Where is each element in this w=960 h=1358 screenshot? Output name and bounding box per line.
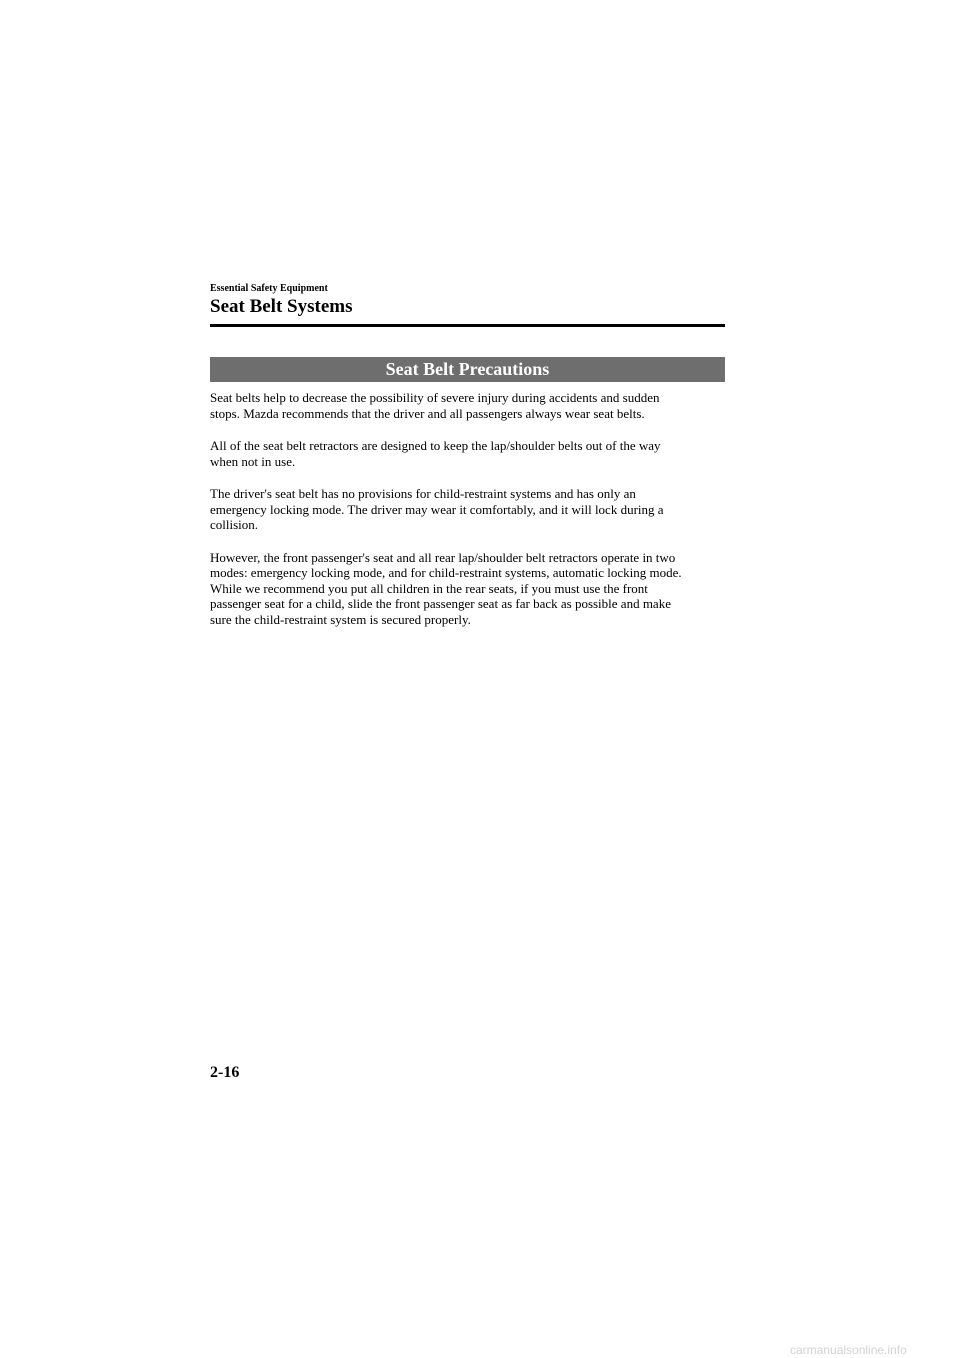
- section-label: Essential Safety Equipment: [210, 283, 328, 294]
- text-line: collision.: [210, 517, 259, 532]
- text-line: passenger seat for a child, slide the front passenger seat as far back as possible and make: [210, 596, 671, 611]
- title-divider: [210, 324, 725, 327]
- paragraph-retractors: [210, 438, 730, 469]
- text-line: The driver's seat belt has no provisions for child-restraint systems and has only an: [210, 486, 636, 501]
- text-line: All of the seat belt retractors are designed to keep the lap/shoulder belts out of the way: [210, 438, 661, 453]
- text-line: emergency locking mode. The driver may wear it comfortably, and it will lock during a: [210, 501, 664, 517]
- text-line: However, the front passenger's seat and all rear lap/shoulder belt retractors operate in two: [210, 549, 676, 565]
- watermark: carmanualsonline.info: [790, 1343, 907, 1357]
- topic-heading-bar: [210, 357, 725, 382]
- text-line: stops. Mazda recommends that the driver and all passengers always wear seat belts.: [210, 405, 645, 421]
- paragraph-driver-belt: [210, 486, 730, 533]
- body-text: [210, 390, 730, 644]
- text-line: While we recommend you put all children in the rear seats, if you must use the front: [210, 580, 648, 596]
- text-line: Seat belts help to decrease the possibility of severe injury during accidents and sudden: [210, 390, 660, 405]
- text-line: when not in use.: [210, 453, 296, 469]
- page-title: Seat Belt Systems: [210, 296, 353, 317]
- text-line: sure the child-restraint system is secured properly.: [210, 611, 471, 627]
- topic-heading: Seat Belt Precautions: [385, 359, 550, 379]
- page-number: 2-16: [210, 1064, 240, 1081]
- paragraph-passenger-modes: [210, 550, 730, 628]
- paragraph-injury-reduction: [210, 390, 730, 421]
- text-line: modes: emergency locking mode, and for child-restraint systems, automatic locking mode.: [210, 565, 682, 580]
